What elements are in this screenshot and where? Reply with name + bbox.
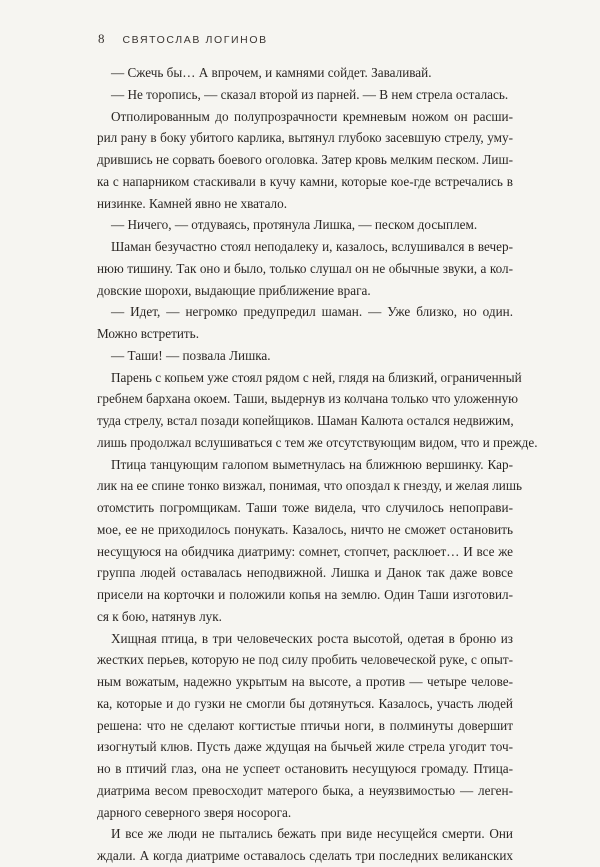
text-line: изогнутый клюв. Пусть даже ждущая на бычьей жиле стрела угодит точ- (97, 739, 513, 755)
text-line: но в птичий глаз, она не успеет остановить несущуюся громаду. Птица- (97, 761, 513, 776)
paragraph (97, 106, 513, 215)
text-line: диатрима весом превосходит матерого быка, а неуязвимостью — леген- (97, 782, 513, 798)
text-line: низинке. Камней явно не хватало. (97, 195, 288, 211)
paragraph (97, 214, 513, 236)
paragraph (97, 367, 538, 454)
paragraph (97, 301, 513, 345)
text-line: Птица танцующим галопом выметнулась на ближнюю вершинку. Кар- (111, 456, 513, 472)
text-line: Можно встретить. (97, 326, 199, 341)
text-line: ка с напарником стаскивали в кучу камни, которые кое-где встречались в (97, 173, 513, 189)
text-line: дарного северного зверя носорога. (97, 804, 292, 820)
author-name: СВЯТОСЛАВ ЛОГИНОВ (122, 34, 268, 46)
paragraph (97, 84, 513, 106)
text-line: — Сжечь бы… А впрочем, и камнями сойдет. Заваливай. (111, 65, 432, 80)
text-line: ка, которые и до гузки не смогли бы дотянуться. Казалось, участь людей (97, 695, 513, 711)
text-line: отомстить погромщикам. Таши тоже видела, что случилось непоправи- (97, 500, 513, 515)
text-line: решена: что не сделают когтистые птичьи ноги, в полминуты довершит (97, 717, 513, 733)
text-line: довские шорохи, выдающие приближение врага. (97, 282, 371, 298)
paragraph (97, 454, 523, 628)
text-line: ным вожатым, надежно укрытым на высоте, а против — четыре челове- (97, 674, 513, 689)
paragraph (97, 823, 513, 867)
text-line: мое, ее не приходилось понукать. Казалось, ничто не сможет остановить (97, 521, 513, 537)
text-line: ся к бою, натянув лук. (97, 608, 222, 624)
text-line: Отполированным до полупрозрачности кремневым ножом он расши- (111, 108, 513, 124)
paragraph (97, 628, 513, 824)
paragraph (97, 345, 513, 367)
text-line: присели на корточки и положили копья на землю. Один Таши изготовил- (97, 587, 513, 602)
text-line: — Таши! — позвала Лишка. (111, 347, 271, 363)
text-line: рил рану в боку убитого карлика, вытянул глубоко засевшую стрелу, уму- (97, 130, 513, 146)
text-line: Шаман безучастно стоял неподалеку и, казалось, вслушивался в вечер- (111, 239, 513, 254)
text-line: ждали. А когда диатриме оставалось сделать три последних великанских (97, 848, 513, 863)
text-line: лик на ее спине тонко визжал, понимая, что опоздал к гнезду, и желая лишь (97, 478, 523, 494)
text-line: Хищная птица, в три человеческих роста высотой, одетая в броню из (111, 630, 513, 646)
text-line: несущуюся на обидчика диатриму: сомнет, стопчет, расклюет… И все же (97, 543, 513, 559)
body-text (97, 62, 538, 867)
text-line: туда стрелу, встал позади копейщиков. Шаман Калюта остался недвижим, (97, 413, 514, 428)
page-number: 8 (98, 31, 105, 46)
paragraph (97, 236, 513, 301)
text-line: дрившись не сорвать боевого оголовка. Затер кровь мелким песком. Лиш- (97, 152, 513, 167)
paragraph (97, 62, 513, 84)
text-line: Парень с копьем уже стоял рядом с ней, глядя на близкий, ограниченный (111, 369, 522, 385)
text-line: группа людей оставалась неподвижной. Лишка и Данок так даже вовсе (97, 565, 513, 581)
text-line: И все же люди не пытались бежать при виде несущейся смерти. Они (111, 826, 513, 842)
text-line: — Ничего, — отдуваясь, протянула Лишка, — песком досыплем. (111, 217, 478, 233)
running-head (98, 31, 268, 47)
text-line: — Не торопись, — сказал второй из парней. — В нем стрела осталась. (111, 86, 509, 102)
text-line: лишь продолжал вслушиваться с тем же отсутствующим видом, что и прежде. (97, 434, 538, 450)
text-line: жестких перьев, которую не под силу пробить человеческой руке, с опыт- (97, 652, 513, 668)
text-line: нюю тишину. Так оно и было, только слушал он не обычные звуки, а кол- (97, 260, 513, 276)
text-line: — Идет, — негромко предупредил шаман. — Уже близко, но один. (111, 304, 513, 320)
text-line: гребнем бархана окоем. Таши, выдернув из колчана только что уложенную (97, 391, 518, 407)
